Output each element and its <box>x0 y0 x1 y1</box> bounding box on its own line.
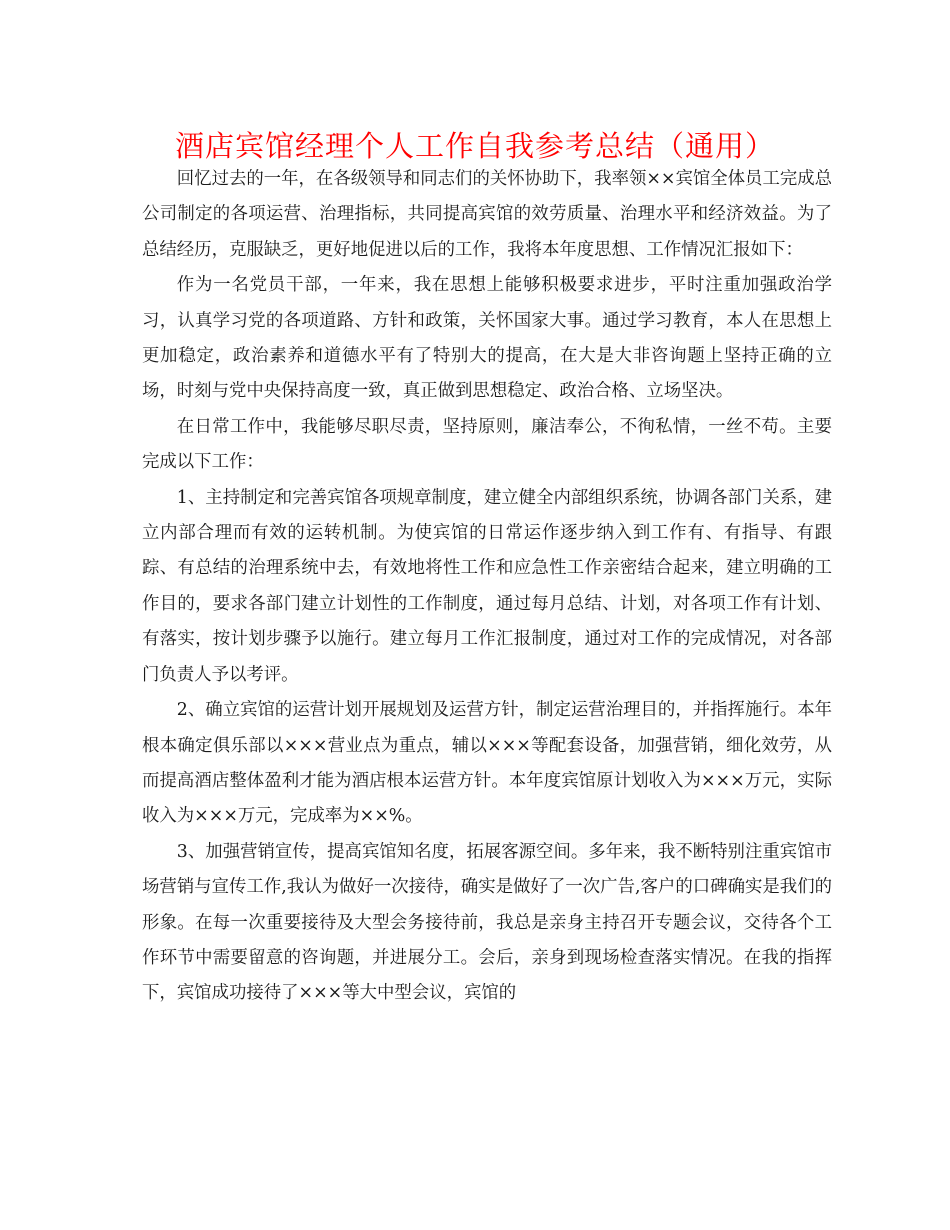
paragraph: 回忆过去的一年，在各级领导和同志们的关怀协助下，我率领××宾馆全体员工完成总公司制定的各项运营、治理指标，共同提高宾馆的效劳质量、治理水平和经济效益。为了总结经历，克服缺乏，更好地促进以后的工作，我将本年度思想、工作情况汇报如下： <box>142 169 833 260</box>
document-body <box>142 162 832 1012</box>
paragraph: 3、加强营销宣传，提高宾馆知名度，拓展客源空间。多年来，我不断特别注重宾馆市场营销与宣传工作,我认为做好一次接待，确实是做好了一次广告,客户的口碑确实是我们的形象。在每一次重要接待及大型会务接待前，我总是亲身主持召开专题会议，交待各个工作环节中需要留意的咨询题，并进展分工。会后，亲身到现场检查落实情况。在我的指挥下，宾馆成功接待了×××等大中型会议，宾馆的 <box>142 841 832 1004</box>
paragraph: 作为一名党员干部，一年来，我在思想上能够积极要求进步，平时注重加强政治学习，认真学习党的各项道路、方针和政策，关怀国家大事。通过学习教育，本人在思想上更加稳定，政治素养和道德水平有了特别大的提高，在大是大非咨询题上坚持正确的立场，时刻与党中央保持高度一致，真正做到思想稳定、政治合格、立场坚决。 <box>142 275 832 402</box>
document-title: 酒店宾馆经理个人工作自我参考总结（通用） <box>174 129 775 163</box>
paragraph: 1、主持制定和完善宾馆各项规章制度，建立健全内部组织系统，协调各部门关系，建立内部合理而有效的运转机制。为使宾馆的日常运作逐步纳入到工作有、有指导、有跟踪、有总结的治理系统中去，有效地将性工作和应急性工作亲密结合起来，建立明确的工作目的，要求各部门建立计划性的工作制度，通过每月总结、计划，对各项工作有计划、有落实，按计划步骤予以施行。建立每月工作汇报制度，通过对工作的完成情况，对各部门负责人予以考评。 <box>142 487 832 685</box>
paragraph: 2、确立宾馆的运营计划开展规划及运营方针，制定运营治理目的，并指挥施行。本年根本确定俱乐部以×××营业点为重点，辅以×××等配套设备，加强营销，细化效劳，从而提高酒店整体盈利才能为酒店根本运营方针。本年度宾馆原计划收入为×××万元，实际收入为×××万元，完成率为××%。 <box>142 700 832 827</box>
paragraph: 在日常工作中，我能够尽职尽责，坚持原则，廉洁奉公，不徇私情，一丝不苟。主要完成以下工作： <box>142 416 832 473</box>
